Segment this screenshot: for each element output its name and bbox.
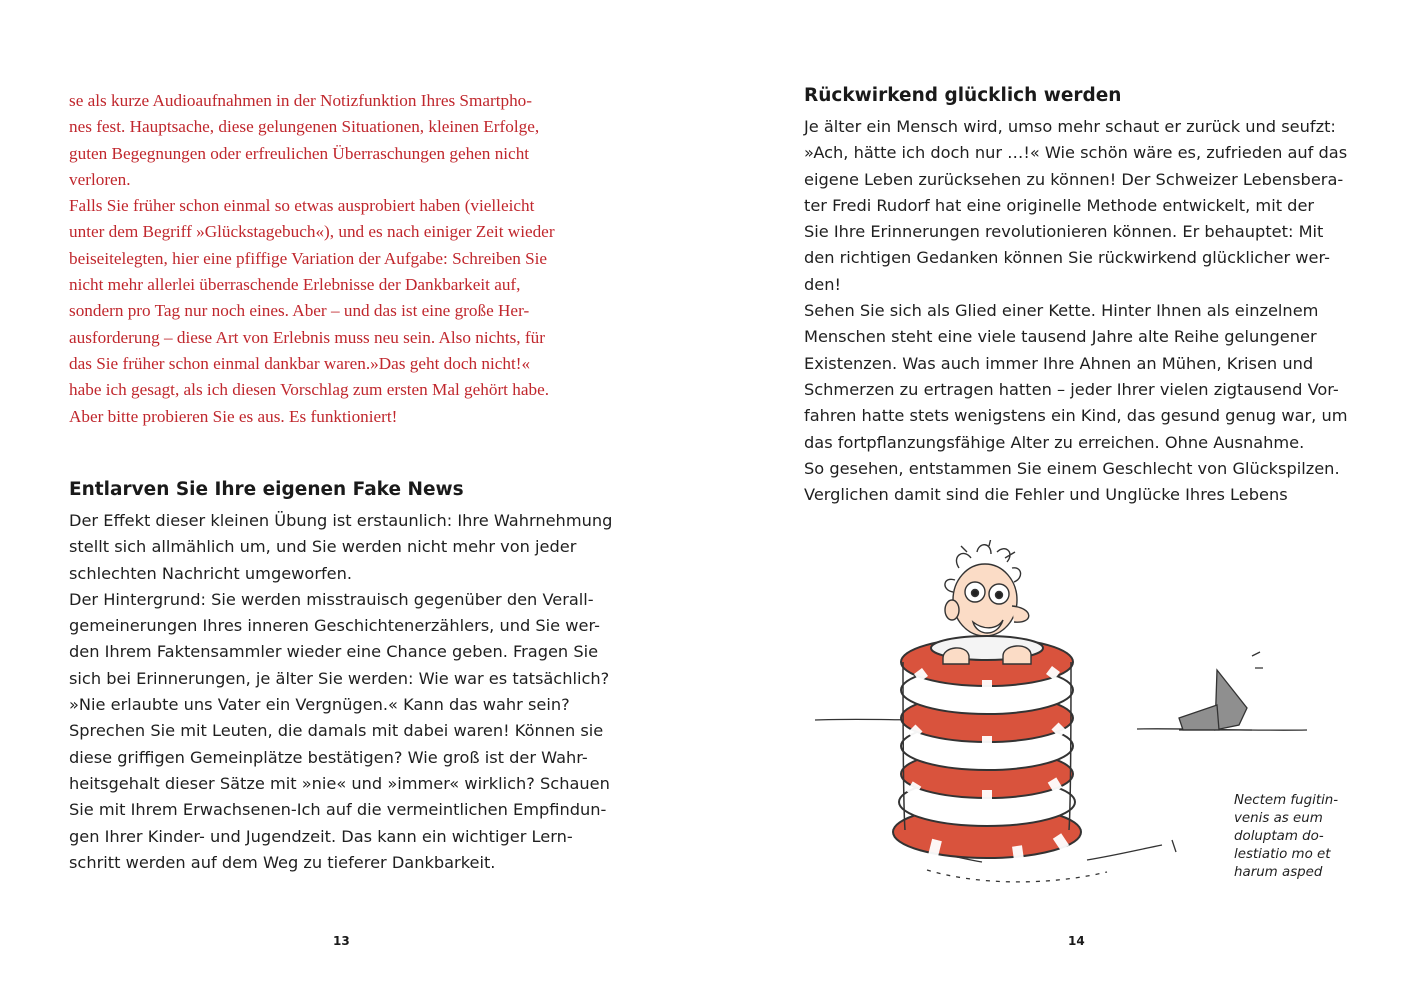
body-text-line: Existenzen. Was auch immer Ihre Ahnen an Mühen, Krisen und <box>804 353 1314 373</box>
body-text-line: heitsgehalt dieser Sätze mit »nie« und »immer« wirklich? Schauen <box>69 773 610 793</box>
section-heading-fake-news: Entlarven Sie Ihre eigenen Fake News <box>69 479 464 500</box>
body-text-left <box>69 508 629 876</box>
body-text-line: Sehen Sie sich als Glied einer Kette. Hinter Ihnen als einzelnem <box>804 301 1319 321</box>
red-text-line: sondern pro Tag nur noch eines. Aber – und das ist eine große Her- <box>69 301 530 321</box>
body-text-line: das fortpflanzungsfähige Alter zu erreichen. Ohne Ausnahme. <box>804 432 1305 452</box>
caption-line: harum asped <box>1234 865 1323 880</box>
red-text-line: verloren. <box>69 169 131 189</box>
red-text-line: Aber bitte probieren Sie es aus. Es funktioniert! <box>69 406 398 426</box>
caption-line: venis as eum <box>1234 811 1323 826</box>
body-text-line: sich bei Erinnerungen, je älter Sie werden: Wie war es tatsächlich? <box>69 668 610 688</box>
body-text-line: fahren hatte stets wenigstens ein Kind, das gesund genug war, um <box>804 406 1348 426</box>
page-number-right: 14 <box>1068 934 1085 948</box>
body-text-line: Je älter ein Mensch wird, umso mehr schaut er zurück und seufzt: <box>804 117 1336 136</box>
red-text-line: Falls Sie früher schon einmal so etwas ausprobiert haben (vielleicht <box>69 196 535 216</box>
red-text-line: ausforderung – diese Art von Erlebnis muss neu sein. Also nichts, für <box>69 327 545 347</box>
red-text-line: guten Begegnungen oder erfreulichen Überraschungen gehen nicht <box>69 143 530 163</box>
body-text-line: den Ihrem Faktensammler wieder eine Chance geben. Fragen Sie <box>69 642 599 662</box>
body-text-line: Sie Ihre Erinnerungen revolutionieren können. Er behauptet: Mit <box>804 222 1324 242</box>
red-text-line: habe ich gesagt, als ich diesen Vorschlag zum ersten Mal gehört habe. <box>69 380 549 400</box>
body-text-line: diese griffigen Gemeinplätze bestätigen? Wie groß ist der Wahr- <box>69 747 588 767</box>
right-page <box>707 0 1415 1000</box>
body-text-line: Sprechen Sie mit Leuten, die damals mit dabei waren! Können sie <box>69 721 604 741</box>
illustration-caption <box>1234 792 1364 882</box>
red-text-line: se als kurze Audioaufnahmen in der Notizfunktion Ihres Smartpho- <box>69 91 532 110</box>
body-text-line: den! <box>804 274 841 294</box>
body-text-line: Verglichen damit sind die Fehler und Unglücke Ihres Lebens <box>804 485 1288 505</box>
section-heading-rueckwirkend: Rückwirkend glücklich werden <box>804 85 1122 106</box>
body-text-line: eigene Leben zurücksehen zu können! Der Schweizer Lebensbera- <box>804 169 1344 189</box>
body-text-line: Schmerzen zu ertragen hatten – jeder Ihrer vielen zigtausend Vor- <box>804 379 1339 399</box>
body-text-line: Der Hintergrund: Sie werden misstrauisch gegenüber den Verall- <box>69 589 594 609</box>
red-text-line: nes fest. Hauptsache, diese gelungenen Situationen, kleinen Erfolge, <box>69 117 540 137</box>
body-text-line: stellt sich allmählich um, und Sie werden nicht mehr von jeder <box>69 537 577 557</box>
body-text-line: schritt werden auf dem Weg zu tieferer Dankbarkeit. <box>69 852 496 872</box>
body-text-line: den richtigen Gedanken können Sie rückwirkend glücklicher wer- <box>804 248 1330 268</box>
body-text-line: gen Ihrer Kinder- und Jugendzeit. Das kann ein wichtiger Lern- <box>69 826 573 846</box>
page-number-left: 13 <box>333 934 350 948</box>
left-page <box>0 0 707 1000</box>
body-text-line: ter Fredi Rudorf hat eine originelle Methode entwickelt, mit der <box>804 195 1315 215</box>
red-text-line: das Sie früher schon einmal dankbar waren.»Das geht doch nicht!« <box>69 353 531 373</box>
body-text-line: »Ach, hätte ich doch nur …!« Wie schön wäre es, zufrieden auf das <box>804 143 1348 163</box>
body-text-line: So gesehen, entstammen Sie einem Geschlecht von Glückspilzen. <box>804 458 1340 478</box>
body-text-line: gemeinerungen Ihres inneren Geschichtenerzählers, und Sie wer- <box>69 616 600 636</box>
caption-line: lestiatio mo et <box>1234 847 1331 862</box>
red-text-line: unter dem Begriff »Glückstagebuch«), und es nach einiger Zeit wieder <box>69 222 555 242</box>
body-text-line: schlechten Nachricht umgeworfen. <box>69 563 353 583</box>
caption-line: doluptam do- <box>1234 829 1324 844</box>
body-text-line: Menschen steht eine viele tausend Jahre alte Reihe gelungener <box>804 327 1317 347</box>
red-text-line: nicht mehr allerlei überraschende Erlebnisse der Dankbarkeit auf, <box>69 275 521 295</box>
body-text-line: Der Effekt dieser kleinen Übung ist erstaunlich: Ihre Wahrnehmung <box>69 511 613 530</box>
caption-line: Nectem fugitin- <box>1234 793 1339 808</box>
body-text-line: Sie mit Ihrem Erwachsenen-Ich auf die vermeintlichen Empfindun- <box>69 800 607 820</box>
body-text-line: »Nie erlaubte uns Vater ein Vergnügen.« Kann das wahr sein? <box>69 695 570 715</box>
body-text-right <box>804 114 1364 508</box>
red-text-line: beiseitelegten, hier eine pfiffige Variation der Aufgabe: Schreiben Sie <box>69 248 548 268</box>
red-highlighted-passage <box>69 88 629 430</box>
